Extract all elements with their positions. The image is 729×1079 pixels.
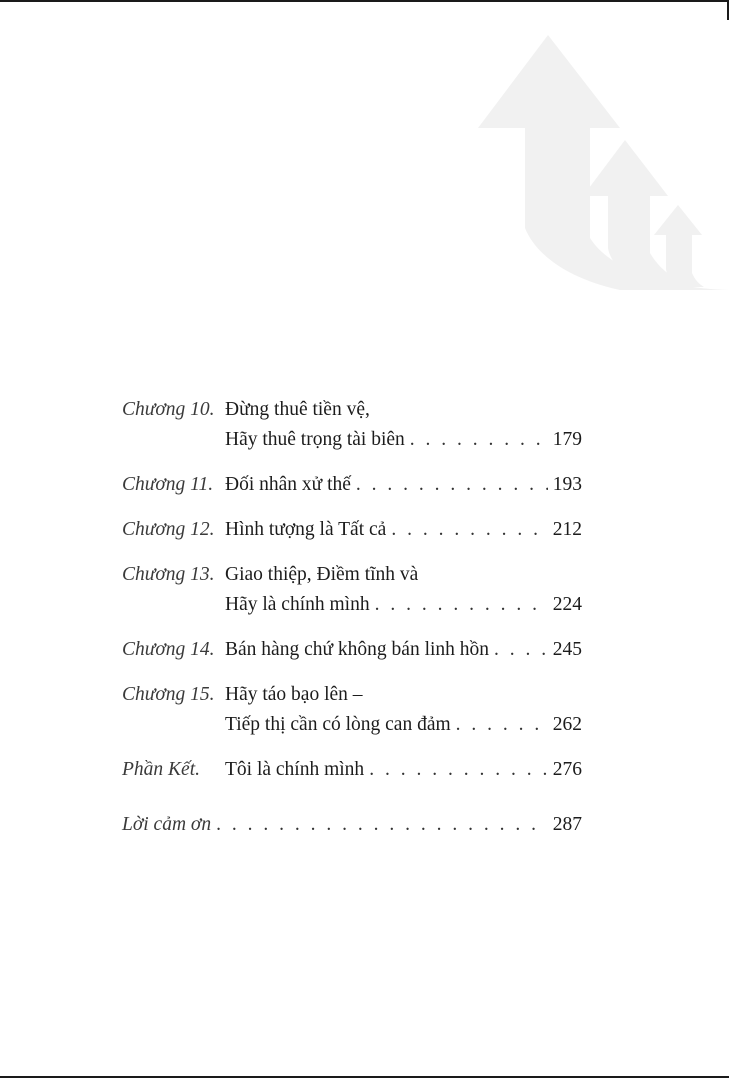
- chapter-label: Chương 14.: [122, 639, 215, 660]
- dot-leader: [410, 425, 548, 455]
- dot-leader: [375, 590, 548, 620]
- chapter-title: Giao thiệp, Điềm tĩnh và: [225, 564, 419, 585]
- toc-entry-chapter-13[interactable]: [122, 560, 582, 620]
- chapter-label: Chương 15.: [122, 684, 215, 705]
- table-of-contents: [122, 395, 582, 855]
- chapter-title: Đừng thuê tiền vệ,: [225, 399, 370, 420]
- dot-leader: [456, 710, 548, 740]
- toc-entry-chapter-10[interactable]: [122, 395, 582, 455]
- acknowledgements-label: Lời cảm ơn: [122, 814, 212, 835]
- chapter-title: Hãy là chính mình: [225, 594, 370, 615]
- page-number: 224: [552, 594, 582, 615]
- chapter-title: Bán hàng chứ không bán linh hồn: [225, 639, 490, 660]
- page-number: 212: [552, 519, 582, 540]
- chapter-title: Tiếp thị cần có lòng can đảm: [225, 714, 451, 735]
- rising-arrows-icon: [470, 28, 729, 293]
- page-number: 262: [552, 714, 582, 735]
- chapter-label: Chương 11.: [122, 474, 214, 495]
- toc-entry-chapter-11[interactable]: [122, 470, 582, 500]
- chapter-title: Hãy táo bạo lên –: [225, 684, 363, 705]
- chapter-title: Hãy thuê trọng tài biên: [225, 429, 405, 450]
- dot-leader: [216, 810, 548, 840]
- toc-entry-chapter-15[interactable]: [122, 680, 582, 740]
- toc-entry-chapter-14[interactable]: [122, 635, 582, 665]
- chapter-label: Chương 12.: [122, 519, 215, 540]
- part-title: Tôi là chính mình: [225, 759, 365, 780]
- dot-leader: [391, 515, 547, 545]
- page-number: 245: [552, 639, 582, 660]
- chapter-label: Chương 13.: [122, 564, 215, 585]
- page-number: 193: [552, 474, 582, 495]
- page-number: 276: [552, 759, 582, 780]
- chapter-title: Đối nhân xử thế: [225, 474, 351, 495]
- toc-entry-chapter-12[interactable]: [122, 515, 582, 545]
- page-number: 287: [552, 814, 582, 835]
- page-number: 179: [552, 429, 582, 450]
- top-border: [0, 0, 729, 2]
- chapter-title: Hình tượng là Tất cả: [225, 519, 387, 540]
- dot-leader: [356, 470, 548, 500]
- toc-entry-acknowledgements[interactable]: [122, 810, 582, 840]
- toc-entry-conclusion[interactable]: [122, 755, 582, 785]
- chapter-label: Chương 10.: [122, 399, 215, 420]
- part-label: Phần Kết.: [122, 759, 200, 780]
- dot-leader: [369, 755, 548, 785]
- bottom-border: [0, 1076, 729, 1078]
- dot-leader: [494, 635, 548, 665]
